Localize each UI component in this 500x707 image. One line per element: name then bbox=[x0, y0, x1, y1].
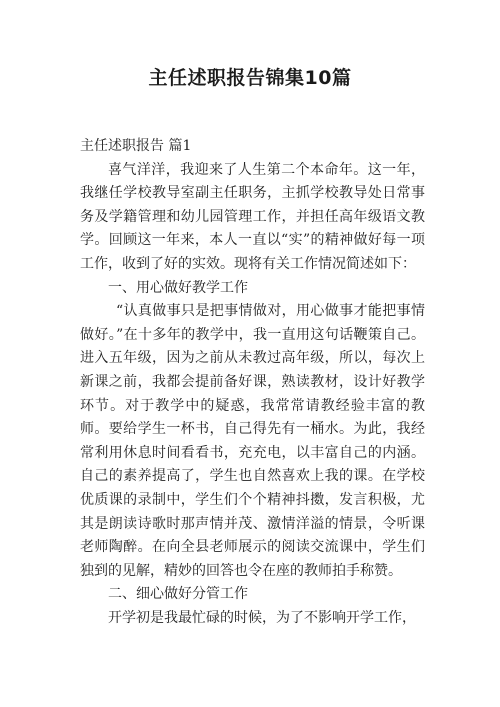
management-paragraph: 开学初是我最忙碌的时候，为了不影响开学工作， bbox=[108, 609, 416, 626]
section-heading-teaching: 一、用心做好教学工作 bbox=[108, 279, 248, 296]
report-heading: 主任述职报告 篇1 bbox=[80, 138, 192, 154]
teaching-paragraph: “认真做事只是把事情做对，用心做事才能把事情做好。”在十多年的教学中，我一直用这句话鞭策自己。进入五年级，因为之前从未教过高年级，所以，每次上新课之前，我都会提前备好课，熟读教材，设计好教学环节。对于教学中的疑惑，我常常请教经验丰富的教师。要给学生一杯书，自己得先有一桶水。为此，我经常利用休息时间看看书，充充电，以丰富自己的内涵。自己的素养提高了，学生也自然喜欢上我的课。在学校优质课的录制中，学生们个个精神抖擞，发言积极，尤其是朗读诗歌时那声情并茂、激情洋溢的情景，令听课老师陶醉。在向全县老师展示的阅读交流课中，学生们独到的见解，精妙的回答也令在座的教师拍手称赞。 bbox=[80, 303, 425, 579]
intro-paragraph: 喜气洋洋，我迎来了人生第二个本命年。这一年，我继任学校教导室副主任职务，主抓学校教导处日常事务及学籍管理和幼儿园管理工作，并担任高年级语文教学。回顾这一年来，本人一直以“实”的精神做好每一项工作，收到了好的实效。现将有关工作情况简述如下： bbox=[80, 161, 425, 272]
document-title: 主任述职报告锦集10篇 bbox=[148, 67, 352, 89]
section-heading-management: 二、细心做好分管工作 bbox=[108, 586, 248, 603]
document-body bbox=[80, 135, 425, 630]
